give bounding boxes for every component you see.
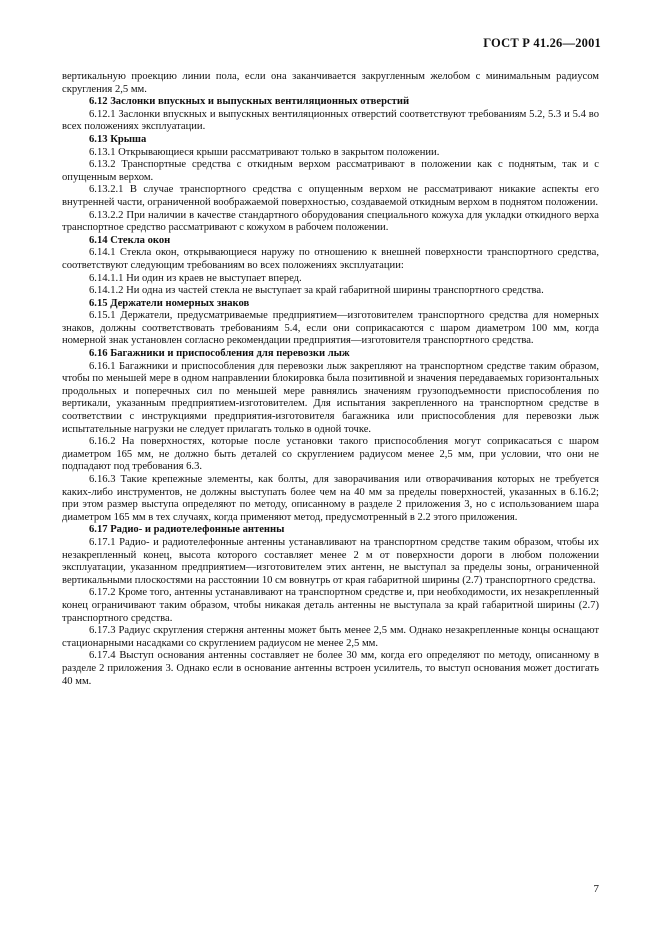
document-body [62, 71, 599, 688]
body-paragraph: 6.15.1 Держатели, предусматриваемые предприятием—изготовителем транспортного средства для номерных знаков, должны соответствовать требованиям 5.4, если они соприкасаются с шаром диаметром 100 мм, когда номерной знак установлен согласно рекомендации предприятия—изготовителя транспортного средства. [62, 310, 599, 347]
body-paragraph: 6.17.3 Радиус скругления стержня антенны может быть менее 2,5 мм. Однако незакрепленные концы оснащают стационарными насадками со скруглением радиусом не менее 2,5 мм. [62, 625, 599, 649]
continued-paragraph: вертикальную проекцию линии пола, если она заканчивается закругленным желобом с минимальным радиусом скругления 2,5 мм. [62, 71, 599, 95]
body-paragraph: 6.16.1 Багажники и приспособления для перевозки лыж закрепляют на транспортном средстве таким образом, чтобы по меньшей мере в одном направлении блокировка была позитивной и значения передаваемых горизонтальных продольных и поперечных сил по меньшей мере равнялись значениям грузоподъемности приспособления по вертикали, указанным предприятием-изготовителем. Для испытания закрепленного на транспортном средстве в соответствии с инструкциями предприятия-изготовителя багажника или приспособления для перевозки лыж испытательные нагрузки не следует прилагать только в одной точке. [62, 360, 599, 435]
body-paragraph: 6.13.2.1 В случае транспортного средства с опущенным верхом не рассматривают никакие аспекты его внутренней части, ограниченной воображаемой поверхностью, создаваемой откидным верхом в поднятом положении. [62, 184, 599, 208]
section-heading: 6.12 Заслонки впускных и выпускных вентиляционных отверстий [89, 96, 410, 108]
body-paragraph: 6.17.4 Выступ основания антенны составляет не более 30 мм, когда его определяют по методу, описанному в разделе 2 приложения 3. Однако если в основание антенны встроен усилитель, то выступ основания может достигать 40 мм. [62, 650, 599, 687]
body-paragraph: 6.12.1 Заслонки впускных и выпускных вентиляционных отверстий соответствуют требованиям 5.2, 5.3 и 5.4 во всех положениях эксплуатации. [62, 108, 599, 133]
body-paragraph: 6.13.2 Транспортные средства с откидным верхом рассматривают в положении как с поднятым, так и с опущенным верхом. [62, 159, 599, 183]
section-heading: 6.17 Радио- и радиотелефонные антенны [89, 524, 285, 536]
body-paragraph: 6.16.3 Такие крепежные элементы, как болты, для заворачивания или отворачивания которых не требуется каких-либо инструментов, не должны выступать более чем на 40 мм за пределы поверхностей, указанных в 6.16.2; при этом размер выступа определяют по методу, описанному в разделе 2 приложения 3, но с использованием шара диаметром 165 мм в тех случаях, когда применяют метод, предусмотренный в 2.2 этого приложения. [62, 474, 599, 523]
body-paragraph: 6.14.1 Стекла окон, открывающиеся наружу по отношению к внешней поверхности транспортного средства, соответствуют следующим требованиям во всех положениях эксплуатации: [62, 247, 599, 271]
section-heading: 6.16 Багажники и приспособления для перевозки лыж [89, 348, 350, 360]
body-paragraph: 6.14.1.2 Ни одна из частей стекла не выступает за край габаритной ширины транспортного средства. [89, 285, 544, 297]
body-paragraph: 6.13.1 Открывающиеся крыши рассматривают только в закрытом положении. [89, 146, 440, 158]
standard-code-header: ГОСТ Р 41.26—2001 [483, 36, 601, 50]
section-heading: 6.13 Крыша [89, 133, 147, 145]
body-paragraph: 6.13.2.2 При наличии в качестве стандартного оборудования специального кожуха для укладки откидного верха транспортное средство рассматривают с кожухом в рабочем положении. [62, 209, 599, 234]
page-number: 7 [593, 883, 599, 895]
body-paragraph: 6.16.2 На поверхностях, которые после установки такого приспособления могут соприкасаться с шаром диаметром 165 мм, не должно быть деталей со скруглением радиусом менее 2,5 мм, при условии, что они не подпадают под требования 6.3. [62, 436, 599, 473]
section-heading: 6.15 Держатели номерных знаков [89, 297, 250, 309]
section-heading: 6.14 Стекла окон [89, 234, 171, 246]
body-paragraph: 6.17.2 Кроме того, антенны устанавливают на транспортном средстве и, при необходимости, их незакрепленный конец ограничивают таким образом, чтобы никакая деталь антенны не выступала за край габаритной ширины (2.7) транспортного средства. [62, 587, 599, 624]
body-paragraph: 6.14.1.1 Ни один из краев не выступает вперед. [89, 272, 302, 284]
body-paragraph: 6.17.1 Радио- и радиотелефонные антенны устанавливают на транспортном средстве таким образом, чтобы их незакрепленный конец, высота которого составляет менее 2 м от поверхности дороги в любом положении эксплуатации, указанном предприятием—изготовителем этих антенн, не выступал за пределы зоны, ограниченной вертикальными плоскостями на расстоянии 10 см вовнутрь от края габаритной ширины (2.7) транспортного средства. [62, 536, 599, 586]
